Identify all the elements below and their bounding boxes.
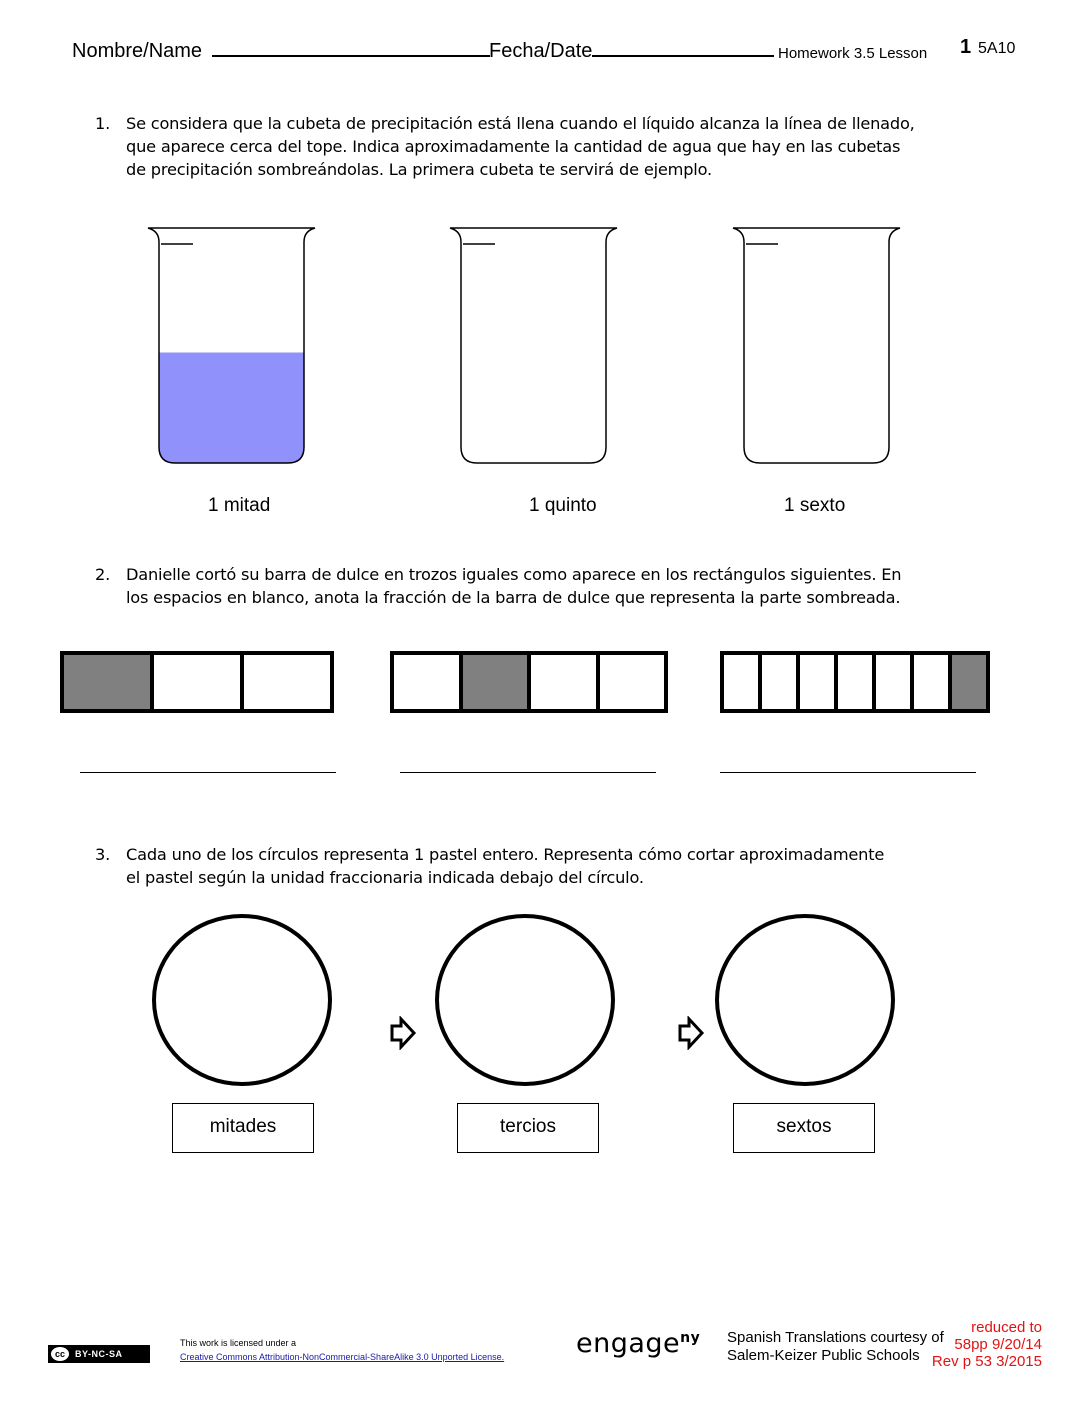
question-number: 3. <box>95 845 111 864</box>
revision-note-line: 58pp 9/20/14 <box>954 1336 1042 1353</box>
beaker-outline <box>733 228 900 463</box>
bar-segment <box>600 655 665 709</box>
translation-line: Spanish Translations courtesy of <box>727 1329 944 1346</box>
revision-note <box>900 1319 1042 1370</box>
cc-license-badge <box>48 1345 150 1363</box>
engageny-logo <box>576 1328 700 1359</box>
module-code: 5A10 <box>978 40 1016 57</box>
license-line: This work is licensed under a <box>180 1338 297 1348</box>
bar-segment <box>876 655 914 709</box>
bar-segment-shaded <box>952 655 986 709</box>
pie-label: mitades <box>172 1103 314 1153</box>
engage-logo-sup: ny <box>680 1330 701 1346</box>
pie-label: tercios <box>457 1103 599 1153</box>
candy-bar <box>60 651 334 713</box>
bar-segment <box>800 655 838 709</box>
revision-note-line: reduced to <box>971 1319 1042 1336</box>
beaker-label: 1 mitad <box>208 495 271 516</box>
revision-note-line: Rev p 53 3/2015 <box>931 1353 1042 1370</box>
beaker[interactable] <box>148 228 315 463</box>
cc-icon: cc <box>51 1347 69 1361</box>
question-text-line: que aparece cerca del tope. Indica aproximadamente la cantidad de agua que hay en las cubetas <box>126 137 901 156</box>
bar-segment <box>914 655 952 709</box>
question-number: 1. <box>95 114 111 133</box>
candy-bar <box>720 651 990 713</box>
bar-segment <box>244 655 330 709</box>
answer-blank[interactable] <box>720 772 976 773</box>
bar-segment <box>394 655 463 709</box>
pie-circle[interactable] <box>715 914 895 1086</box>
beaker-outline <box>450 228 617 463</box>
arrow-right-icon <box>677 1016 705 1050</box>
answer-blank[interactable] <box>80 772 336 773</box>
question-text-line: de precipitación sombreándolas. La primera cubeta te servirá de ejemplo. <box>126 160 712 179</box>
bar-segment-shaded <box>64 655 154 709</box>
date-label: Fecha/Date <box>489 40 593 62</box>
pie-label: sextos <box>733 1103 875 1153</box>
bar-segment <box>762 655 800 709</box>
question-text-line: los espacios en blanco, anota la fracción de la barra de dulce que representa la parte sombreada. <box>126 588 901 607</box>
beakers-figure <box>0 0 1088 520</box>
pie-circle[interactable] <box>152 914 332 1086</box>
pie-circle[interactable] <box>435 914 615 1086</box>
bar-segment <box>154 655 244 709</box>
beaker[interactable] <box>733 228 900 463</box>
bar-segment <box>531 655 600 709</box>
candy-bar <box>390 651 668 713</box>
engage-logo-text: engage <box>576 1328 681 1359</box>
question-text-line: Se considera que la cubeta de precipitación está llena cuando el líquido alcanza la línea de llenado, <box>126 114 915 133</box>
homework-label: Homework 3.5 Lesson <box>778 45 928 62</box>
lesson-number: 1 <box>960 36 972 58</box>
water-fill <box>159 353 304 464</box>
question-text-line: el pastel según la unidad fraccionaria indicada debajo del círculo. <box>126 868 644 887</box>
beaker-label: 1 quinto <box>529 495 597 516</box>
answer-blank[interactable] <box>400 772 656 773</box>
arrow-right-icon <box>389 1016 417 1050</box>
question-text-line: Danielle cortó su barra de dulce en trozos iguales como aparece en los rectángulos siguientes. En <box>126 565 902 584</box>
question-number: 2. <box>95 565 111 584</box>
name-label: Nombre/Name <box>72 40 203 62</box>
beaker[interactable] <box>450 228 617 463</box>
license-link[interactable]: Creative Commons Attribution-NonCommercial-ShareAlike 3.0 Unported License. <box>180 1352 505 1362</box>
beaker-label: 1 sexto <box>784 495 846 516</box>
bar-segment <box>838 655 876 709</box>
bar-segment-shaded <box>463 655 532 709</box>
cc-badge-text: BY-NC-SA <box>75 1349 123 1359</box>
bar-segment <box>724 655 762 709</box>
question-text-line: Cada uno de los círculos representa 1 pastel entero. Representa cómo cortar aproximadamente <box>126 845 885 864</box>
translation-line: Salem-Keizer Public Schools <box>727 1347 920 1364</box>
